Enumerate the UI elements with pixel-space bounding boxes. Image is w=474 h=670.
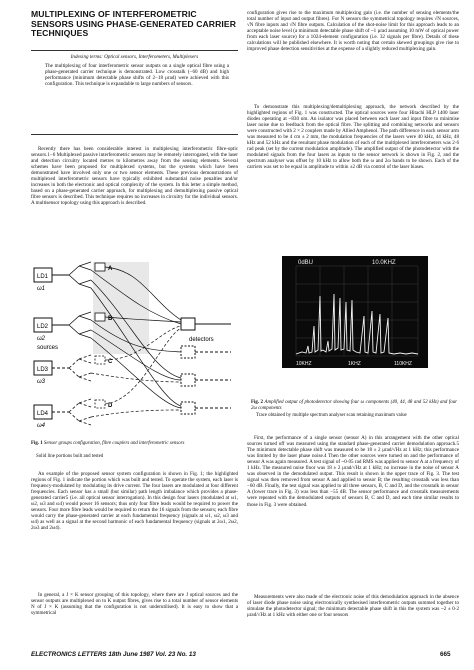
intro-paragraph: Recently there has been considerable interest in multiplexing interferometric fibre-optic sensors.1−6 Multiplexed passive interferometric sensors may be remotely interrogated, with the laser and detection circuitry located metres to kilometres away from the sensing elements. Several schemes have been proposed for multiplexed systems, but the systems which have been demonstrated have involved only one or two sensor elements. These previous demonstrations of multiplexed interferometric sensors have typically exhibited substantial noise penalties and/or increases in both the electronic and optical complexity of the system. In this letter a simple method, based on a phase-generated carrier approach, for multiplexing and demultiplexing passive optical fibre sensors is described. This technique requires no increases in circuitry for the individual sensors. A multisensor topology using this approach is described. — [31, 146, 238, 207]
figure-1-note: Solid line portions built and tested — [36, 454, 104, 459]
figure-1-diagram — [31, 260, 238, 438]
sensor-label: B — [108, 316, 113, 322]
figure-1-caption — [31, 441, 238, 447]
body-paragraph: First, the performance of a single sensor (sensor A) in this arrangement with the other optical sources turned off was measured using the standard phase-generated carrier demodulation approach.5 The minimum detectable phase shift was measured to be 18 ± 2 μrad/√Hz at 1 kHz; this performance was limited by the laser phase noise.4 Then the other sources were turned on and the performance of sensor A was again measured. A test signal of ~0·05 rad RMS was applied to sensor A at a frequency of 1 kHz. The measured noise floor was 18 ± 2 μrad/√Hz at 1 kHz; no increase in the noise of sensor A was observed in the demodulated output. This result is shown in the upper trace of Fig. 3. The test signal was then removed from sensor A and applied to sensor B; the resulting crosstalk was less than −60 dB. Finally, the test signal was applied to all three sensors, B, C and D, and the crosstalk in sensor A (lower trace in Fig. 3) was less than −55 dB. The sensor performance and crosstalk measurements were repeated with the demodulated outputs of sensors B, C and D, and each time similar results to those in Fig. 3 were obtained. — [247, 435, 459, 508]
article-title: MULTIPLEXING OF INTERFEROMETRIC SENSORS USING PHASE-GENERATED CARRIER TECHNIQUES — [31, 9, 237, 39]
fig2-label: Fig. 2 — [251, 400, 263, 405]
body-paragraph: To demonstrate this multiplexing/demultiplexing approach, the network described by the highlighted regions of Fig. 1 was constructed. The optical sources were four Hitachi HLP 1400 laser diodes operating at ~830 nm. An isolator was placed between each laser and input fibre to minimise laser noise due to feedback from the optical fibre. The splitting and combining networks and sensors were constructed with 2 × 2 couplers made by Allied Amphenol. The path difference in each sensor arm was measured to be 4 cm ± 2 mm, the modulation frequencies of the lasers were 40 kHz, 44 kHz, 48 kHz and 52 kHz and the resultant phase modulation of each of the multiplexed interferometers was 2·6 rad peak (set by the current modulation amplitude). The amplified output of the photodetector with the modulated signals from the four lasers as inputs to the sensor network is shown in Fig. 2, and the spectrum analyser was offset by 10 kHz to allow both the ω and 2ω bands to be shown. Each of the carriers was set to be equal in amplitude to within ±2 dB via control of the laser biases. — [247, 104, 459, 171]
freq-label: ω3 — [37, 379, 46, 385]
abstract-rule — [31, 134, 238, 135]
body-paragraph: In general, a J × K sensor grouping of this topology, where there are J optical sources and the sensor outputs are multiplexed on to K output fibres, gives rise to a total number of sensor elements N of J × K (assuming that the configuration is not underutilised). It is easy to show that a symmetrical — [31, 592, 238, 617]
sensor-label: A — [108, 266, 113, 272]
journal-footer: ELECTRONICS LETTERS 18th June 1987 Vol. 23 No. 13 — [31, 651, 196, 658]
page-number: 665 — [440, 651, 451, 658]
body-paragraph: configuration gives rise to the maximum multiplexing gain (i.e. the number of sensing elements/the total number of input and output fibres). For N sensors the symmetrical topology requires √N sources, √N fibre inputs and √N fibre outputs. Calculation of the shot-noise limit for this approach leads to an acceptable noise level (a minimum detectable phase shift of ~1 μrad assuming 10 mW of optical power from each laser source) for a 1024-element configuration (i.e. 32 signals per fibre). Details of these calculations will be published elsewhere. It is worth noting that certain skewed groupings give rise to improved phase detection sensitivities at the expense of a slightly reduced multiplexing gain. — [247, 10, 459, 53]
indexing-terms: Indexing terms: Optical sensors, Interferometers, Multiplexers — [70, 54, 199, 60]
sensor-label: C — [108, 359, 113, 365]
laser-label: LD2 — [37, 324, 49, 330]
laser-label: LD1 — [37, 274, 49, 280]
fig2-caption-text: Amplified output of photodetector showing four ω components (40, 44, 48 and 52 kHz) and four 2ω components — [251, 400, 457, 411]
sources-label: sources — [37, 345, 59, 351]
readout-left: 0dBU — [298, 260, 314, 266]
figure-2-spectrum — [282, 256, 428, 368]
freq-label: ω2 — [37, 336, 46, 342]
abstract: The multiplexing of four interferometric sensor outputs on a single optical fibre using a phase-generated carrier technique is demonstrated. Low crosstalk (−60 dB) and high performance (minimum detectable phase shifts of 2−18 μrad) were achieved with this configuration. This technique is expandable to large numbers of sensors. — [45, 63, 229, 88]
fig1-caption-text: Sensor groups configuration, fibre couplers and interferometric sensors — [43, 441, 185, 446]
sensor-label: D — [108, 403, 113, 409]
figure-2-caption — [251, 400, 457, 412]
fig1-label: Fig. 1 — [31, 441, 43, 446]
freq-label: ω4 — [37, 423, 46, 429]
body-paragraph: An example of the proposed sensor system configuration is shown in Fig. 1; the highlighted regions of Fig. 1 indicate the portion which was built and tested. To operate the system, each laser is frequency-modulated by modulating its drive current. The four lasers are modulated at four different frequencies. Each sensor has a small (but similar) path length imbalance which provides a phase-generated carrier5 (i.e. all optical sensor interrogation). In this design four lasers (modulated at ω1, ω2, ω3 and ω4) would power 16 sensors; thus only four fibre leads would be required to power the sensors. Four more fibre leads would be required to return the 16 signals from the sensors; each fibre would carry the phase-generated carrier at each fundamental frequency (signals at ω1, ω2, ω3 and ω4) as well as a signal at the second harmonic of each fundamental frequency (signals at 2ω1, 2ω2, 2ω3 and 2ω4). — [31, 471, 238, 532]
title-rule — [31, 50, 238, 51]
axis-left: 10KHZ — [296, 361, 312, 367]
figure-2-note: Trace obtained by multiple spectrum analyser scan retaining maximum value — [256, 413, 407, 418]
axis-right: 110KHZ — [394, 361, 412, 367]
laser-label: LD4 — [37, 411, 49, 417]
axis-center: 1KHZ — [348, 361, 361, 367]
laser-label: LD3 — [37, 367, 49, 373]
freq-label: ω1 — [37, 286, 46, 292]
body-paragraph: Measurements were also made of the electronic noise of this demodulation approach in the absence of laser diode phase noise using electronically synthesised interferometric outputs summed together to simulate the photodetector signal; the minimum detectable phase shift in this the system was ~2 ± 0·2 μrad/√Hz at 1 kHz with either one or four sensors — [247, 594, 459, 619]
detectors-label: detectors — [189, 337, 214, 343]
readout-right: 10.0KHZ — [372, 260, 396, 266]
